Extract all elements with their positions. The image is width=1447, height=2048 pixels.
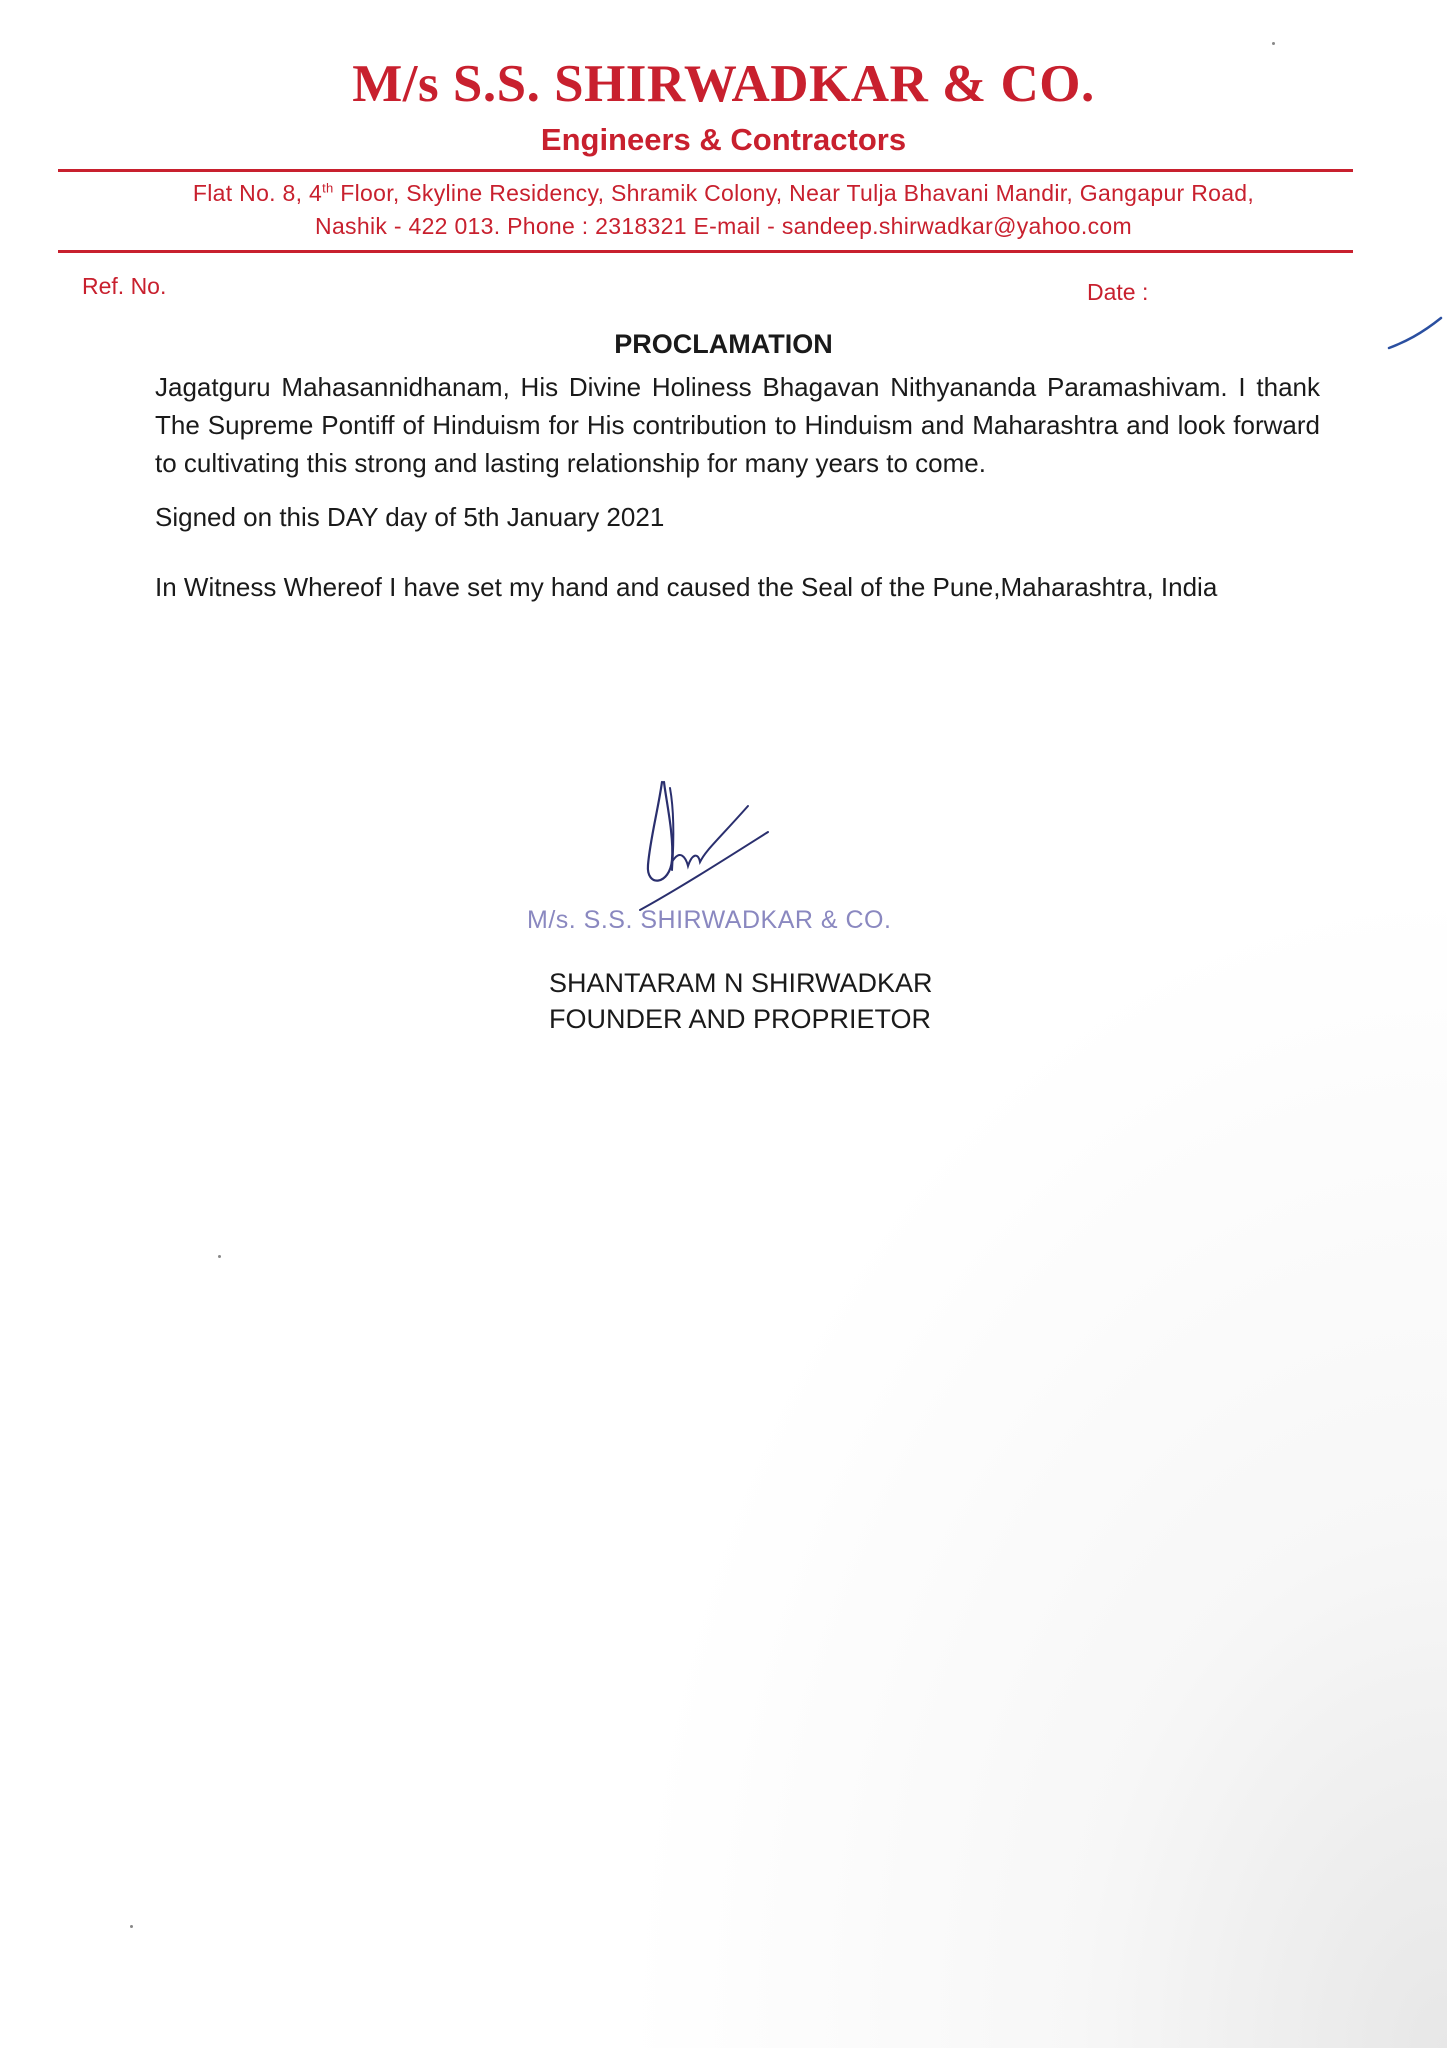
- address-line-1: Flat No. 8, 4th Floor, Skyline Residency, Shramik Colony, Near Tulja Bhavani Mandir, Gangapur Road,: [192, 180, 1255, 206]
- paper-speck: [218, 1255, 221, 1258]
- signed-date-line: Signed on this DAY day of 5th January 2021: [155, 502, 665, 532]
- signer-designation: FOUNDER AND PROPRIETOR: [549, 1004, 932, 1034]
- signer-name: SHANTARAM N SHIRWADKAR: [549, 968, 933, 998]
- pen-stroke-mark: [1385, 312, 1445, 357]
- company-tagline: Engineers & Contractors: [540, 122, 907, 157]
- company-stamp: M/s. S.S. SHIRWADKAR & CO.: [527, 906, 892, 934]
- ref-no-label: Ref. No.: [82, 273, 167, 299]
- date-label: Date :: [1087, 279, 1149, 305]
- company-name: M/s S.S. SHIRWADKAR & CO.: [352, 55, 1095, 113]
- proclamation-title: PROCLAMATION: [614, 329, 833, 359]
- header-rule-top: [58, 169, 1353, 172]
- paper-speck: [130, 1925, 133, 1928]
- proclamation-paragraph: Jagatguru Mahasannidhanam, His Divine Holiness Bhagavan Nithyananda Paramashivam. I thank The Supreme Pontiff of Hinduism for His contribution to Hinduism and Maharashtra and look forward to cultivating this strong and lasting relationship for many years to come.: [155, 372, 1320, 478]
- header-rule-bottom: [58, 250, 1353, 253]
- paper-speck: [1272, 42, 1275, 45]
- handwritten-signature: [600, 770, 780, 925]
- witness-line: In Witness Whereof I have set my hand and caused the Seal of the Pune,Maharashtra, India: [155, 572, 1218, 602]
- address-line-2: Nashik - 422 013. Phone : 2318321 E-mail - sandeep.shirwadkar@yahoo.com: [315, 213, 1132, 239]
